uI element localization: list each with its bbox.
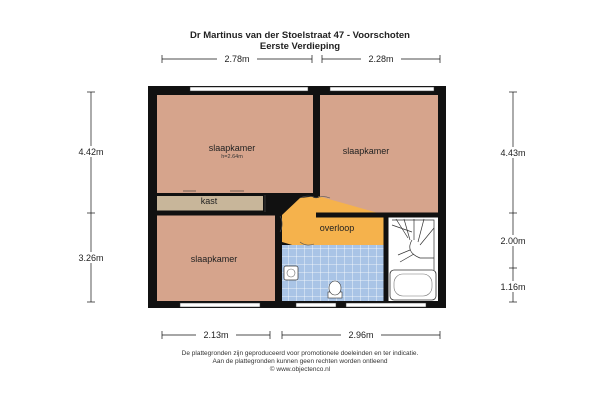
- toilet: [328, 281, 342, 298]
- dim-bottom-right: 2.96m: [348, 330, 374, 340]
- sink: [284, 266, 298, 280]
- dim-top-left: 2.78m: [224, 54, 250, 64]
- label-bedroom-3: slaapkamer: [190, 254, 238, 264]
- label-closet: kast: [200, 196, 218, 206]
- label-bedroom-1-height: h=2.64m: [221, 154, 243, 160]
- footer-disclaimer-2: Aan de plattegronden kunnen geen rechten worden ontleend: [212, 358, 388, 365]
- label-bedroom-1: slaapkamer: [208, 143, 256, 153]
- footer-copyright: © www.objectenco.nl: [269, 366, 331, 373]
- dim-left-lower: 3.26m: [78, 253, 104, 263]
- address-title: Dr Martinus van der Stoelstraat 47 - Voorschoten: [190, 30, 410, 41]
- footer-disclaimer-1: De plattegronden zijn geproduceerd voor promotionele doeleinden en ter indicatie.: [181, 350, 419, 357]
- label-landing: overloop: [319, 223, 355, 233]
- dim-right-lower: 1.16m: [500, 282, 526, 292]
- bathtub: [390, 270, 436, 300]
- dim-right-upper: 4.43m: [500, 148, 526, 158]
- dim-left-upper: 4.42m: [78, 147, 104, 157]
- dim-top-right: 2.28m: [368, 54, 394, 64]
- label-bedroom-2: slaapkamer: [342, 146, 390, 156]
- dim-right-middle: 2.00m: [500, 236, 526, 246]
- floor-title: Eerste Verdieping: [259, 41, 341, 52]
- dim-bottom-left: 2.13m: [203, 330, 229, 340]
